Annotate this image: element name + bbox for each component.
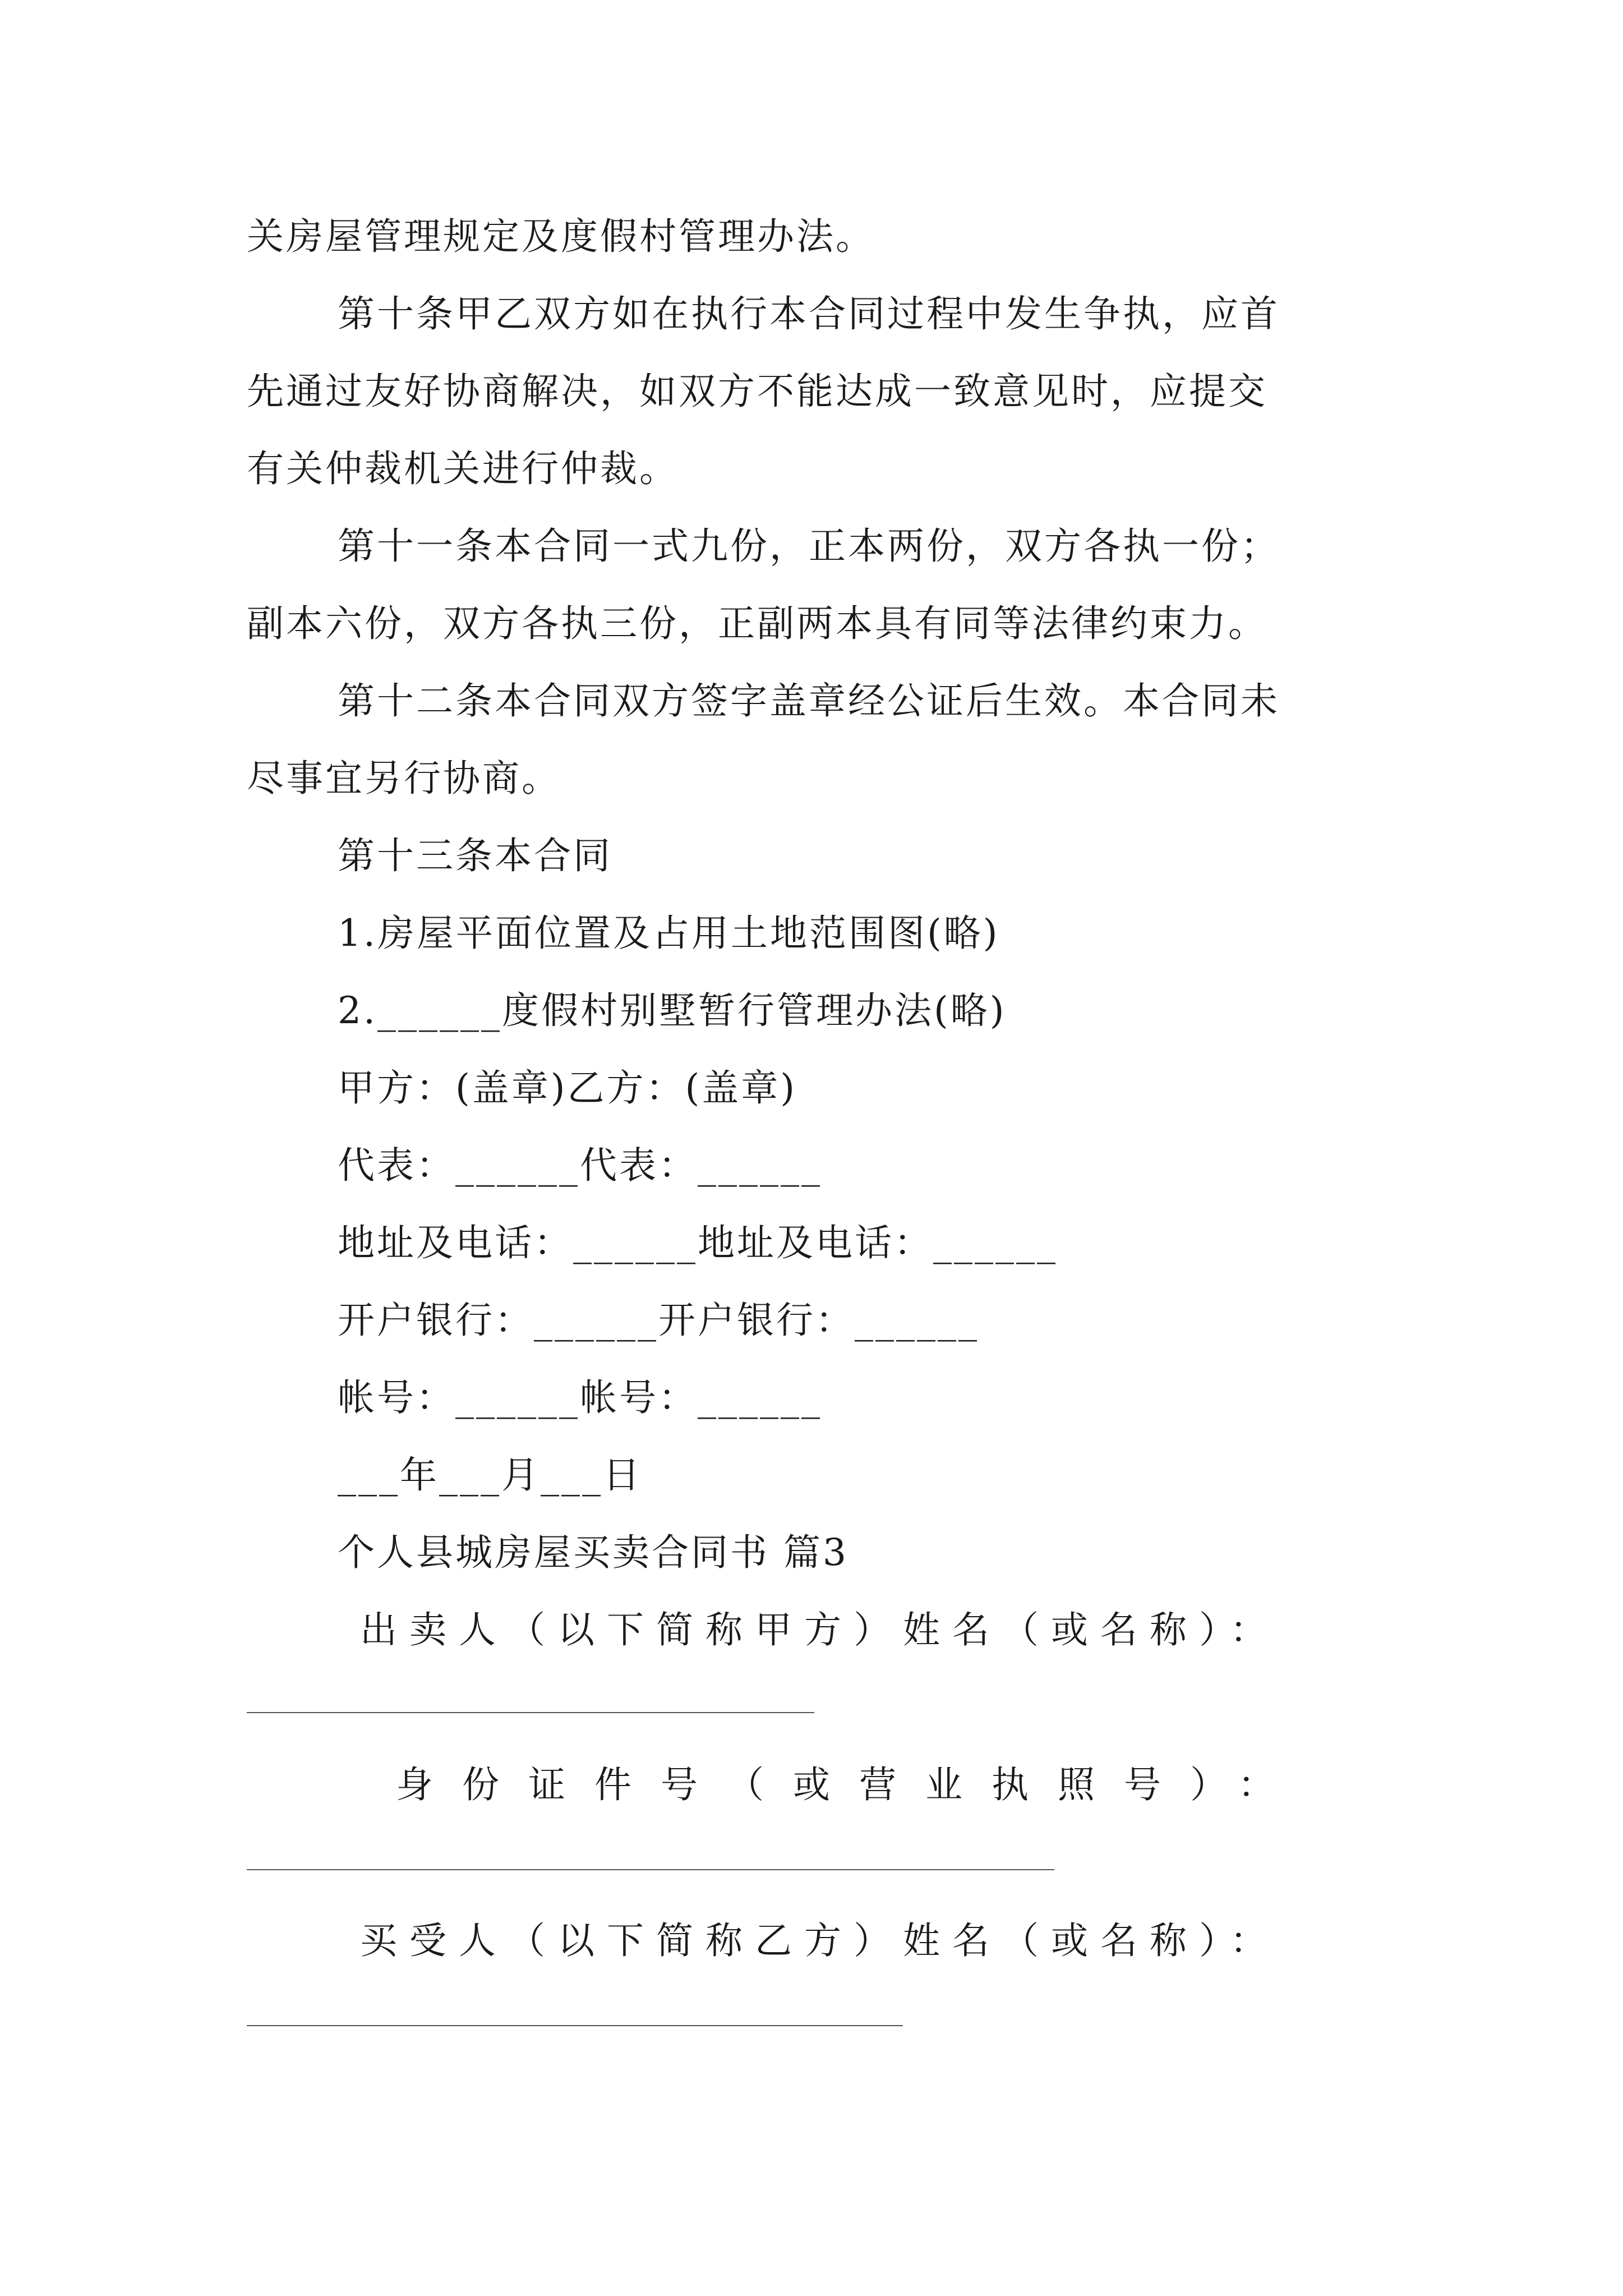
clause-11-line-1: 第十一条本合同一式九份，正本两份，双方各执一份； — [338, 524, 1280, 568]
seller-id-label: 身份证件号（或营业执照号）： — [396, 1763, 1304, 1806]
clause-12-line-2: 尽事宜另行协商。 — [247, 757, 561, 800]
seller-id-blank — [247, 1869, 1054, 1870]
buyer-name-blank — [247, 2025, 903, 2026]
clause-10-line-3: 有关仲裁机关进行仲裁。 — [247, 447, 679, 490]
signature-parties: 甲方：(盖章)乙方：(盖章) — [338, 1066, 797, 1110]
attachment-1: 1.房屋平面位置及占用土地范围图(略) — [338, 912, 1000, 955]
attachment-2: 2.______度假村别墅暂行管理办法(略) — [338, 989, 1007, 1032]
signature-representative: 代表：______代表：______ — [338, 1144, 822, 1187]
clause-11-line-2: 副本六份，双方各执三份，正副两本具有同等法律约束力。 — [247, 602, 1267, 645]
seller-name-label: 出卖人（以下简称甲方）姓名（或名称）： — [360, 1608, 1279, 1651]
clause-12-line-1: 第十二条本合同双方签字盖章经公证后生效。本合同未 — [338, 679, 1280, 723]
clause-10-line-1: 第十条甲乙双方如在执行本合同过程中发生争执，应首 — [338, 292, 1280, 335]
signature-address-phone: 地址及电话：______地址及电话：______ — [338, 1221, 1058, 1264]
seller-name-blank — [247, 1712, 814, 1713]
signature-account: 帐号：______帐号：______ — [338, 1376, 822, 1419]
paragraph-line: 关房屋管理规定及度假村管理办法。 — [247, 215, 875, 258]
buyer-name-label: 买受人（以下简称乙方）姓名（或名称）： — [360, 1919, 1279, 1962]
signature-bank: 开户银行：______开户银行：______ — [338, 1299, 979, 1342]
section-heading: 个人县城房屋买卖合同书 篇3 — [338, 1531, 849, 1574]
signature-date: ___年___月___日 — [338, 1453, 642, 1497]
clause-10-line-2: 先通过友好协商解决，如双方不能达成一致意见时，应提交 — [247, 370, 1267, 413]
clause-13-heading: 第十三条本合同 — [338, 834, 612, 877]
